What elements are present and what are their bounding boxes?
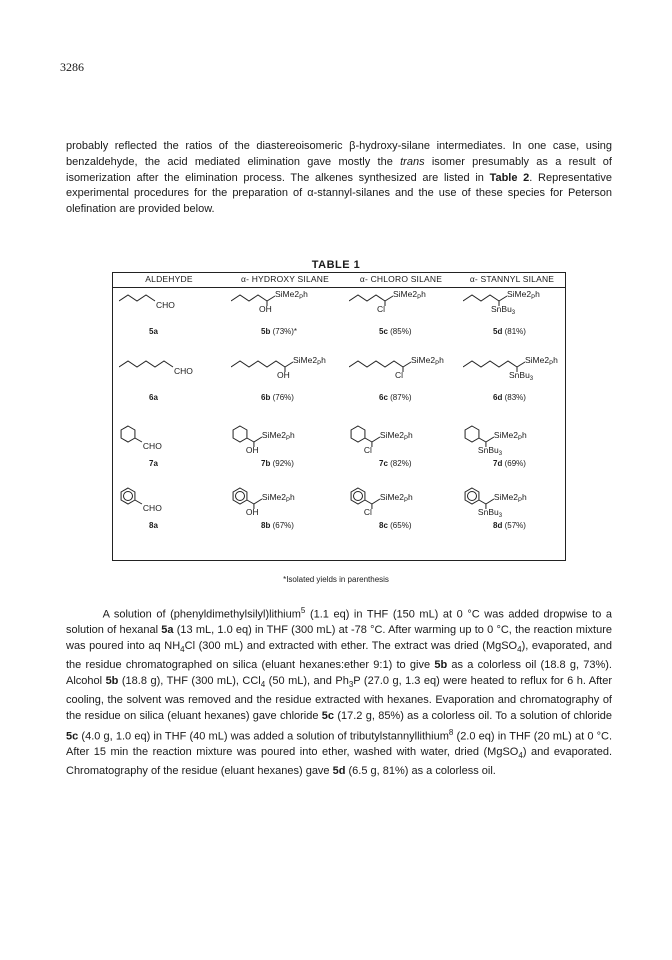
ring-substituent-bond: [135, 438, 142, 442]
ring-substituent-bond: [479, 500, 486, 504]
ring-substituent-bond: [365, 500, 372, 504]
compound-id: 5a: [149, 327, 158, 336]
compound-cell: [119, 485, 219, 545]
compound-yield: (85%): [390, 327, 412, 336]
aromatic-circle: [354, 492, 363, 501]
compound-id: 8d: [493, 521, 503, 530]
compound-yield: (83%): [504, 393, 526, 402]
exp-text: (2.0 eq) in THF (20 mL) at 0 °C. After 15 min the reaction mixture was poured into ether, washed with water, dried (MgSO: [66, 730, 612, 759]
exp-text: (50 mL), and Ph: [265, 675, 349, 688]
reference-marker: 8: [448, 727, 454, 737]
compound-yield: (65%): [390, 521, 412, 530]
compound-cell: [349, 423, 449, 483]
compound-cell: [231, 423, 331, 483]
silyl-group-label: $SiMe2_Ph$: [275, 289, 308, 301]
compound-caption: [261, 521, 294, 530]
alkyl-chain-bond: [231, 361, 285, 367]
ring-substituent-bond: [135, 500, 142, 504]
compound-id: 7b: [261, 459, 271, 468]
reference-marker: 5: [300, 606, 306, 615]
compound-caption: [261, 459, 294, 468]
compound-caption: [493, 393, 526, 402]
silyl-bond: [486, 437, 494, 442]
substituent-label: SnBu$_3$: [509, 370, 534, 382]
header-chloro-silane: α- CHLORO SILANE: [359, 274, 443, 284]
aldehyde-group-label: CHO: [174, 366, 193, 376]
silyl-group-label: $SiMe2_Ph$: [493, 430, 527, 442]
exp-text: (6.5 g, 81%) as a colorless oil.: [345, 765, 496, 778]
compound-id: 7c: [379, 459, 388, 468]
exp-text: ), evaporated, and the residue chromatographed on silica (eluant hexanes:ether 9:1) to give: [66, 640, 612, 672]
cyclohexane-ring: [351, 426, 365, 442]
substituent-label: Cl: [377, 304, 386, 314]
compound-id: 6d: [493, 393, 503, 402]
compound-yield: (82%): [390, 459, 412, 468]
header-hydroxy-silane: α- HYDROXY SILANE: [241, 274, 329, 284]
substituent-label: SnBu$_3$: [477, 507, 503, 519]
table-footnote: *Isolated yields in parenthesis: [283, 575, 389, 584]
compound-caption: [261, 393, 294, 402]
compound-id: 5b: [261, 327, 271, 336]
substituent-label: Cl: [363, 507, 372, 517]
compound-label: 5b: [434, 659, 448, 672]
silyl-bond: [403, 362, 411, 367]
exp-text: P (27.0 g, 1.3 eq) were heated to reflux for 6 h. After cooling, the solvent was removed and the residue extracted with hexanes. Evaporation and chromatography of the residue on silica (eluant hexanes) gave chloride: [66, 675, 612, 722]
subscript: 3: [348, 680, 354, 690]
substituent-label: OH: [259, 304, 272, 314]
substituent-label: OH: [245, 507, 259, 517]
exp-text: Cl (300 mL) and extracted with ether. The extract was dried (MgSO: [184, 640, 518, 653]
alkyl-chain-bond: [119, 361, 173, 367]
compound-yield: (73%)*: [272, 327, 298, 336]
compound-yield: (76%): [272, 393, 294, 402]
compound-cell: [349, 485, 449, 545]
compound-cell: [463, 291, 563, 351]
cyclohexane-ring: [465, 426, 479, 442]
silyl-group-label: $SiMe2_Ph$: [507, 289, 540, 301]
compound-yield: (81%): [504, 327, 526, 336]
substituent-label: OH: [277, 370, 290, 380]
compound-yield: (67%): [272, 521, 294, 530]
subscript: 4: [518, 751, 523, 761]
compound-label: 5c: [321, 709, 335, 722]
substituent-label: SnBu$_3$: [491, 304, 516, 316]
aldehyde-group-label: CHO: [156, 300, 175, 310]
aldehyde-group-label: CHO: [142, 441, 162, 451]
substituent-label: Cl: [395, 370, 404, 380]
silyl-bond: [372, 437, 380, 442]
substituent-label: OH: [245, 445, 259, 455]
structure-drawing: [119, 357, 219, 401]
exp-text: as a colorless oil (18.8 g, 73%). Alcohol: [66, 659, 612, 688]
compound-caption: [379, 521, 411, 530]
compound-cell: [231, 485, 331, 545]
compound-id: 8c: [379, 521, 388, 530]
compound-yield: (57%): [504, 521, 526, 530]
silyl-bond: [486, 499, 494, 504]
intro-text-1: probably reflected the ratios of the diastereoisomeric β-hydroxy-silane intermediates. In one case, using benzaldehyde, the acid mediated elimination gave mostly the: [66, 140, 612, 168]
aromatic-circle: [236, 492, 245, 501]
compound-cell: [231, 357, 331, 417]
structure-drawing: [119, 485, 219, 529]
compound-caption: [379, 459, 411, 468]
table-1: [112, 272, 566, 561]
aldehyde-group-label: CHO: [142, 503, 162, 513]
alkyl-chain-bond: [231, 295, 267, 301]
exp-text: A solution of (phenyldimethylsilyl)lithium: [102, 608, 301, 621]
silyl-group-label: $SiMe2_Ph$: [379, 492, 413, 504]
ring-substituent-bond: [479, 438, 486, 442]
compound-cell: [463, 485, 563, 545]
alkyl-chain-bond: [349, 295, 385, 301]
substituent-label: SnBu$_3$: [477, 445, 503, 457]
exp-text: (4.0 g, 1.0 eq) in THF (40 mL) was added a solution of tributylstannyllithium: [78, 730, 449, 743]
compound-caption: [379, 327, 411, 336]
compound-id: 7a: [149, 459, 158, 468]
silyl-group-label: $SiMe2_Ph$: [261, 430, 295, 442]
compound-yield: (92%): [272, 459, 294, 468]
compound-cell: [463, 423, 563, 483]
compound-caption: [379, 393, 411, 402]
silyl-group-label: $SiMe2_Ph$: [293, 355, 326, 367]
subscript: 4: [260, 680, 266, 690]
compound-yield: (87%): [390, 393, 412, 402]
compound-cell: [119, 291, 219, 351]
page-number: 3286: [60, 60, 84, 74]
exp-text: (18.8 g), THF (300 mL), CCl: [118, 675, 261, 688]
silyl-group-label: $SiMe2_Ph$: [379, 430, 413, 442]
compound-id: 6c: [379, 393, 388, 402]
aromatic-circle: [468, 492, 477, 501]
exp-text: ) and evaporated. Chromatography of the residue (eluant hexanes) gave: [66, 746, 612, 778]
compound-cell: [349, 291, 449, 351]
header-stannyl-silane: α- STANNYL SILANE: [469, 274, 555, 284]
compound-id: 5c: [379, 327, 388, 336]
trans-term: trans: [400, 155, 425, 168]
compound-caption: [149, 459, 158, 468]
compound-cell: [349, 357, 449, 417]
compound-cell: [463, 357, 563, 417]
silyl-group-label: $SiMe2_Ph$: [493, 492, 527, 504]
compound-caption: [149, 393, 158, 402]
intro-paragraph: [66, 139, 612, 218]
compound-caption: [149, 327, 158, 336]
cyclohexane-ring: [121, 426, 135, 442]
ring-substituent-bond: [365, 438, 372, 442]
exp-text: (13 mL, 1.0 eq) in THF (300 mL) at -78 °C. After warming up to 0 °C, the reaction mixture was poured into aq NH: [66, 624, 612, 653]
compound-caption: [261, 327, 297, 336]
exp-text: (17.2 g, 85%) as a colorless oil. To a solution of chloride: [334, 709, 612, 722]
compound-label: 5a: [161, 624, 174, 637]
compound-id: 8b: [261, 521, 271, 530]
alkyl-chain-bond: [463, 361, 517, 367]
subscript: 4: [517, 645, 522, 655]
table-header-row: [113, 273, 565, 288]
compound-caption: [493, 327, 526, 336]
structure-drawing: [119, 291, 219, 335]
intro-text-2: isomer presumably as a result of isomerization after the elimination process. The alkenes synthesized are listed in: [66, 155, 612, 184]
alkyl-chain-bond: [349, 361, 403, 367]
silyl-bond: [372, 499, 380, 504]
silyl-group-label: $SiMe2_Ph$: [393, 289, 426, 301]
silyl-bond: [254, 499, 262, 504]
silyl-group-label: $SiMe2_Ph$: [261, 492, 295, 504]
compound-id: 7d: [493, 459, 503, 468]
exp-text: (1.1 eq) in THF (150 mL) at 0 °C was added dropwise to a solution of hexanal: [66, 608, 613, 637]
silyl-bond: [517, 362, 525, 367]
compound-label: 5b: [105, 675, 119, 688]
compound-id: 6b: [261, 393, 271, 402]
compound-label: 5c: [66, 730, 79, 743]
silyl-bond: [254, 437, 262, 442]
silyl-group-label: $SiMe2_Ph$: [411, 355, 444, 367]
ring-substituent-bond: [247, 438, 254, 442]
compound-caption: [493, 521, 526, 530]
intro-text-3: . Representative experimental procedures for the preparation of α-stannyl-silanes and the use of these species for Peterson olefination are provided below.: [66, 171, 612, 216]
ring-substituent-bond: [247, 500, 254, 504]
alkyl-chain-bond: [463, 295, 499, 301]
table-title: TABLE 1: [311, 259, 361, 271]
structure-drawing: [119, 423, 219, 467]
table-2-reference: Table 2: [489, 171, 530, 184]
silyl-bond: [285, 362, 293, 367]
compound-caption: [493, 459, 526, 468]
compound-cell: [119, 423, 219, 483]
substituent-label: Cl: [363, 445, 372, 455]
compound-yield: (69%): [504, 459, 526, 468]
compound-id: 6a: [149, 393, 158, 402]
experimental-paragraph: [66, 603, 612, 780]
compound-caption: [149, 521, 158, 530]
compound-id: 5d: [493, 327, 503, 336]
header-aldehyde: ALDEHYDE: [145, 274, 193, 284]
compound-label: 5d: [332, 765, 346, 778]
compound-cell: [231, 291, 331, 351]
alkyl-chain-bond: [119, 295, 155, 301]
subscript: 4: [180, 645, 185, 655]
cyclohexane-ring: [233, 426, 247, 442]
compound-id: 8a: [149, 521, 158, 530]
silyl-bond: [385, 296, 393, 301]
compound-cell: [119, 357, 219, 417]
silyl-group-label: $SiMe2_Ph$: [525, 355, 558, 367]
silyl-bond: [499, 296, 507, 301]
aromatic-circle: [124, 492, 133, 501]
silyl-bond: [267, 296, 275, 301]
